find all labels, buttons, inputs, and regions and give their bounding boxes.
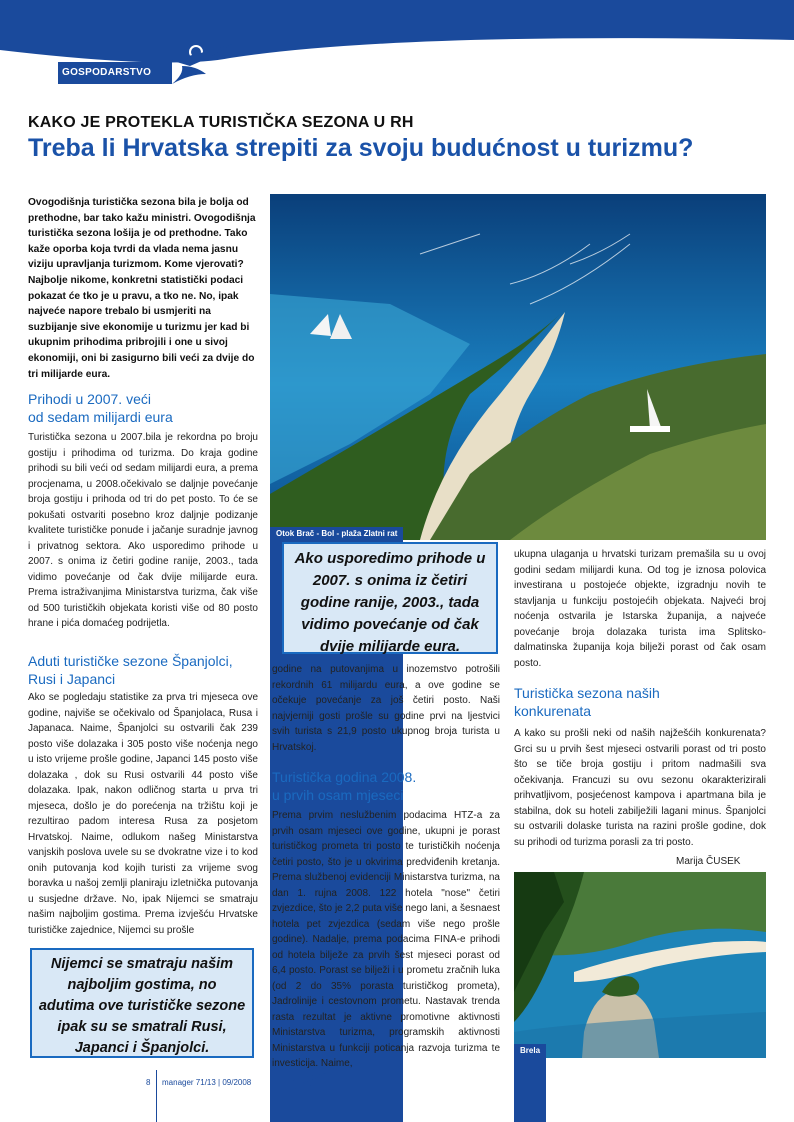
section-label: GOSPODARSTVO <box>58 62 172 84</box>
section4-text: A kako su prošli neki od naših najžešćih konkurenata? Grci su u prvih šest mjeseci ostvarili porast od tri posto što se tiče broja gostiju i pritom nadmašili sva očekivanja. Francuzi su ovu sezonu okarakterizirali prihvatljivom, posjećenost kampova i apartmana bila je stabilna, dok su hoteli zabilježili lagani minus. Španjolci su ostvarili dolaske turista na razini prošle godine, dok su prihodi od turizma porasli za tri posto. <box>514 728 766 848</box>
photo-zlatni-rat <box>270 194 766 540</box>
section1-text: Turistička sezona u 2007.bila je rekordna po broju gostiju i prihodima od turizma. Do kraja godine prihodi su bili veći od sedam milijardi eura, a prema procjenama, u 2008.očekivalo se daljnje povećanje broja gostiju i prihoda od tri do pet posto. To će se pokušati ostvariti posebno kroz daljnje podizanje kvalitete turističke ponude i jačanje suradnje javnog i privatnog sektora. Ako usporedimo prihode u 2007. s onima iz četiri godine ranije, 2003., tada vidimo povećanje od čak dvije milijarde eura. Prema istraživanjima Ministarstva turizma, čak više od 500 turističkih objekata koristi više od 80 posto hrane i pića domaćeg podrijetla. <box>28 432 258 629</box>
issue-label: manager 71/13 | 09/2008 <box>162 1078 252 1087</box>
section2-text: Ako se pogledaju statistike za prva tri mjeseca ove godine, najviše se očekivalo od Španjolaca, Rusa i Japanaca. Naime, Španjolci su ostvarili čak 239 posto više dolazaka i 305 posto više noćenja nego u isto vrijeme prošle godine, Japanci 145 posto više dolazaka , dok su Rusi ostvarili 44 posto više dolazaka. Ipak, nakon odličnog starta u prva tri mjeseca, došlo je do porećenja na tržištu koji je rezultirao padom interesa Rusa za posjetom Hrvatskoj. Naime, odlukom našeg Ministarstva vanjskih poslova uvele su se dvokratne vize i to kod onih putovanja kod kojih turisti za vrijeme svog boravka u našoj zemlji planiraju izletnička putovanja u susjedne države. No, ipak Nijemci se smatraju našim najboljim gostima. Prema izvješću Hrvatske turističke zajednice, Nijemci su prošle <box>28 692 258 936</box>
right-text: ukupna ulaganja u hrvatski turizam premašila su u ovoj godini sedam milijardi kuna. Od tog je iznosa polovica investirana u postojeće objekte, izgradnju novih te stavljanja u funkciju postojećih objekata. Najveći broj noćenja ostvarila je Istarska županija, a najveće povećanje broja dolazaka turista ima Splitsko-dalmatinska županija koja bilježi porast od čak osam posto. <box>514 549 766 669</box>
article-kicker: KAKO JE PROTEKLA TURISTIČKA SEZONA U RH <box>28 114 414 131</box>
middle-text: godine na putovanjima u inozemstvo potrošili rekordnih 61 milijardu eura, a ove godine se očekuje povećanje za još četiri posto. Naši najvjerniji gosti prošle su godine prvi na ljestvici svih turista s 21,9 posto ukupnog broja turista u Hrvatskoj. <box>272 664 500 753</box>
pull-quote-germans: Nijemci se smatraju našim najboljim gostima, no adutima ove turističke sezone ipak su se smatrali Rusi, Japanci i Španjolci. <box>30 948 254 1058</box>
page-number: 8 <box>146 1078 151 1087</box>
intro-paragraph: Ovogodišnja turistička sezona bila je bolja od prethodne, bar tako kažu ministri. Ovogodišnja turistička sezona lošija je od prethodne. Tako kaže oporba koja tvrdi da vlada nema jasnu viziju upravljanja turizmom. Kome vjerovati? Najbolje nikome, konkretni statistički podaci pokazat će tko je u pravu, a tko ne. No, ipak najveće napore trebalo bi usmjeriti na suzbijanje sive ekonomije u turizmu jer kad bi ukupnim prihodima pribrojili i one u sivoj ekonomiji, oni bi zasigurno bili veći za dvije do tri milijarde eura. <box>28 197 256 380</box>
footer-logo-icon <box>288 1070 328 1090</box>
photo-brela <box>514 872 766 1058</box>
section4-title: Turistička sezona naših konkurenata <box>514 685 660 719</box>
footer-divider <box>156 1070 157 1122</box>
section3-text: Prema prvim neslužbenim podacima HTZ-a za prvih osam mjeseci ove godine, ukupni je porast turističkog prometa tri posto te turističkih noćenja četiri posto, što je u okvirima predviđenih kretanja. Prema službenoj evidenciji Ministarstva turizma, na dan 1. rujna 2008. 122 hotela "nose" četiri zvjezdice, što je 2,2 puta više nego lani, a šesnaest hotela pet zvjezdica (sedam više nego prošle godine). Nadalje, prema podacima FINA-e prihodi od hotela bilježe za prvih šest mjeseci porast od 6,4 posto. Porast se bilježi i u prometu zračnih luka (od 2 do 35% porasta turističkog prometa), Jadrolinije i cestovnom prometu. Nastavak trenda rasta rezultat je aktivne promotivne aktivnosti Ministarstva turizma, programskih aktivnosti Ministarstva u funkciji poticanja razvoja turizma te investicija. Naime, <box>272 810 500 1069</box>
photo1-caption: Otok Brač - Bol - plaža Zlatni rat <box>270 527 403 1122</box>
pull-quote-revenue: Ako usporedimo prihode u 2007. s onima iz četiri godine ranije, 2003., tada vidimo povećanje od čak dvije milijarde eura. <box>282 542 498 654</box>
photo2-caption: Brela <box>514 1044 546 1122</box>
section2-title: Aduti turističke sezone Španjolci, Rusi i Japanci <box>28 653 233 687</box>
section3-title: Turistička godina 2008. u prvih osam mjeseci <box>272 769 417 803</box>
section1-title: Prihodi u 2007. veći od sedam milijardi eura <box>28 391 173 425</box>
article-headline: Treba li Hrvatska strepiti za svoju budućnost u turizmu? <box>28 134 694 162</box>
author-byline: Marija ČUSEK <box>676 856 741 867</box>
